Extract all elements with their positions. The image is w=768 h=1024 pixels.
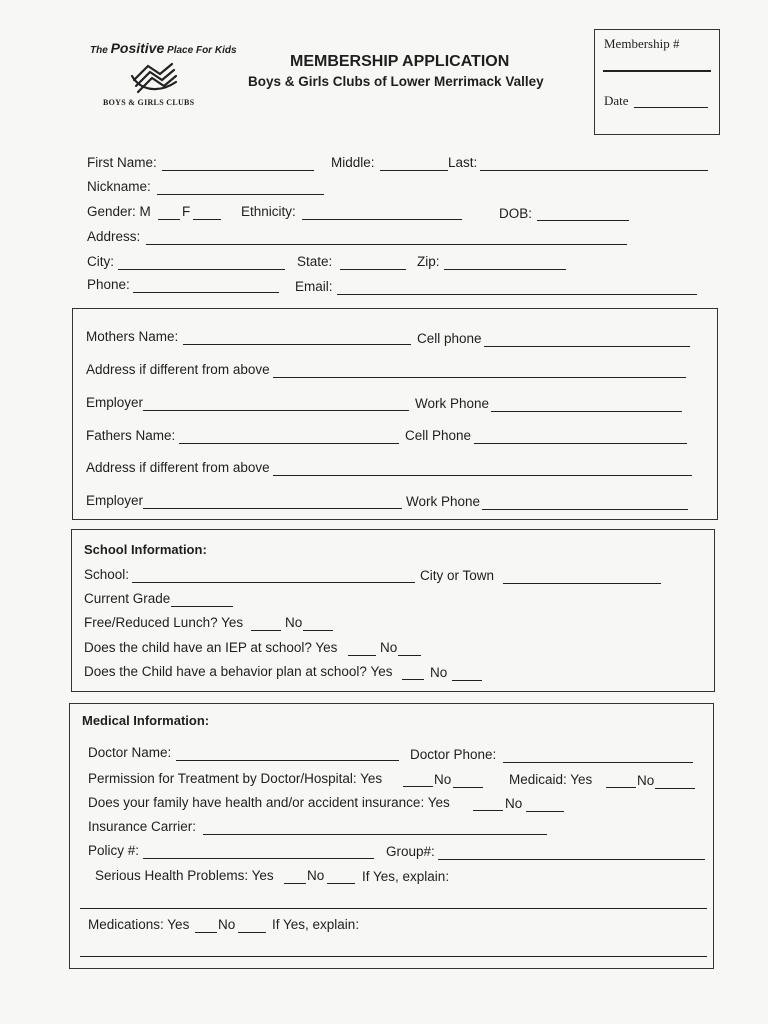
behavior-no-line[interactable] bbox=[452, 680, 482, 681]
medications-label: Medications: Yes bbox=[88, 917, 190, 932]
logo-caption: BOYS & GIRLS CLUBS bbox=[103, 98, 195, 107]
form-subtitle: Boys & Girls Clubs of Lower Merrimack Valley bbox=[248, 74, 544, 89]
father-cell-label: Cell Phone bbox=[405, 428, 472, 443]
medications-explain-line[interactable] bbox=[80, 956, 707, 957]
lunch-yes-line[interactable] bbox=[251, 630, 281, 631]
school-line[interactable] bbox=[132, 582, 415, 583]
insurance-carrier-label: Insurance Carrier: bbox=[88, 819, 197, 834]
insurance-no-line[interactable] bbox=[526, 811, 564, 812]
email-label: Email: bbox=[295, 279, 333, 294]
insurance-carrier-line[interactable] bbox=[203, 834, 547, 835]
policy-number-label: Policy #: bbox=[88, 843, 140, 858]
mother-cell-label: Cell phone bbox=[417, 331, 482, 346]
doctor-phone-line[interactable] bbox=[503, 762, 693, 763]
date-line[interactable] bbox=[634, 107, 708, 108]
phone-label: Phone: bbox=[87, 277, 130, 292]
school-info-heading: School Information: bbox=[84, 542, 207, 557]
medicaid-yes-line[interactable] bbox=[606, 787, 636, 788]
father-cell-line[interactable] bbox=[474, 443, 687, 444]
first-name-line[interactable] bbox=[162, 170, 314, 171]
form-title: MEMBERSHIP APPLICATION bbox=[290, 53, 510, 70]
medications-no-line[interactable] bbox=[238, 932, 266, 933]
group-number-label: Group#: bbox=[386, 844, 435, 859]
doctor-name-label: Doctor Name: bbox=[88, 745, 172, 760]
nickname-label: Nickname: bbox=[87, 179, 151, 194]
dob-line[interactable] bbox=[537, 220, 629, 221]
gender-m-line[interactable] bbox=[158, 219, 180, 220]
last-name-line[interactable] bbox=[480, 170, 708, 171]
school-label: School: bbox=[84, 567, 130, 582]
insurance-no-label: No bbox=[505, 796, 523, 811]
gender-f-line[interactable] bbox=[193, 219, 221, 220]
medications-yes-line[interactable] bbox=[195, 932, 217, 933]
fathers-name-label: Fathers Name: bbox=[86, 428, 176, 443]
behavior-plan-label: Does the Child have a behavior plan at school? Yes bbox=[84, 664, 393, 679]
medications-explain-label: If Yes, explain: bbox=[272, 917, 360, 932]
behavior-no-label: No bbox=[430, 665, 448, 680]
middle-name-line[interactable] bbox=[380, 170, 448, 171]
father-address-line[interactable] bbox=[273, 475, 692, 476]
city-label: City: bbox=[87, 254, 114, 269]
zip-label: Zip: bbox=[417, 254, 440, 269]
serious-health-label: Serious Health Problems: Yes bbox=[95, 868, 274, 883]
iep-no-label: No bbox=[380, 640, 398, 655]
middle-name-label: Middle: bbox=[331, 155, 375, 170]
insurance-question-label: Does your family have health and/or accident insurance: Yes bbox=[88, 795, 450, 810]
ethnicity-label: Ethnicity: bbox=[241, 204, 296, 219]
doctor-name-line[interactable] bbox=[176, 760, 399, 761]
mother-work-phone-label: Work Phone bbox=[415, 396, 490, 411]
mother-cell-line[interactable] bbox=[484, 346, 690, 347]
fathers-name-line[interactable] bbox=[179, 443, 399, 444]
mothers-name-label: Mothers Name: bbox=[86, 329, 179, 344]
medicaid-label: Medicaid: Yes bbox=[509, 772, 593, 787]
father-work-phone-line[interactable] bbox=[482, 509, 688, 510]
gender-m-label: Gender: M bbox=[87, 204, 151, 219]
state-line[interactable] bbox=[340, 269, 406, 270]
mother-employer-label: Employer bbox=[86, 395, 144, 410]
medicaid-no-label: No bbox=[637, 773, 655, 788]
lunch-label: Free/Reduced Lunch? Yes bbox=[84, 615, 244, 630]
mother-address-label: Address if different from above bbox=[86, 362, 270, 377]
permission-no-line[interactable] bbox=[453, 787, 483, 788]
serious-explain-label: If Yes, explain: bbox=[362, 869, 450, 884]
father-employer-label: Employer bbox=[86, 493, 144, 508]
father-work-phone-label: Work Phone bbox=[406, 494, 481, 509]
mother-work-phone-line[interactable] bbox=[491, 411, 682, 412]
medical-info-heading: Medical Information: bbox=[82, 713, 210, 728]
membership-number-line[interactable] bbox=[603, 70, 711, 72]
current-grade-label: Current Grade bbox=[84, 591, 171, 606]
current-grade-line[interactable] bbox=[171, 606, 233, 607]
mothers-name-line[interactable] bbox=[183, 344, 411, 345]
nickname-line[interactable] bbox=[157, 194, 324, 195]
tagline bbox=[90, 40, 237, 56]
serious-explain-line[interactable] bbox=[80, 908, 707, 909]
serious-yes-line[interactable] bbox=[284, 883, 306, 884]
city-line[interactable] bbox=[118, 269, 285, 270]
gender-f-label: F bbox=[182, 204, 191, 219]
permission-yes-line[interactable] bbox=[403, 786, 433, 787]
dob-label: DOB: bbox=[499, 206, 533, 221]
group-number-line[interactable] bbox=[438, 859, 705, 860]
zip-line[interactable] bbox=[444, 269, 566, 270]
serious-no-label: No bbox=[307, 868, 325, 883]
address-label: Address: bbox=[87, 229, 141, 244]
lunch-no-label: No bbox=[285, 615, 303, 630]
phone-line[interactable] bbox=[133, 292, 279, 293]
iep-no-line[interactable] bbox=[398, 655, 421, 656]
iep-label: Does the child have an IEP at school? Yes bbox=[84, 640, 338, 655]
tagline-prefix: The bbox=[90, 45, 108, 56]
insurance-yes-line[interactable] bbox=[473, 810, 503, 811]
doctor-phone-label: Doctor Phone: bbox=[410, 747, 497, 762]
mother-address-line[interactable] bbox=[273, 377, 686, 378]
iep-yes-line[interactable] bbox=[348, 655, 376, 656]
permission-no-label: No bbox=[434, 772, 452, 787]
email-line[interactable] bbox=[337, 294, 697, 295]
tagline-emphasis: Positive bbox=[110, 40, 165, 56]
lunch-no-line[interactable] bbox=[303, 630, 333, 631]
boys-girls-clubs-logo-icon bbox=[128, 60, 180, 96]
first-name-label: First Name: bbox=[87, 155, 157, 170]
medications-no-label: No bbox=[218, 917, 236, 932]
mother-employer-line[interactable] bbox=[143, 410, 409, 411]
tagline-suffix: Place For Kids bbox=[167, 45, 237, 56]
state-label: State: bbox=[297, 254, 333, 269]
city-town-label: City or Town bbox=[420, 568, 495, 583]
address-line[interactable] bbox=[146, 244, 627, 245]
serious-no-line[interactable] bbox=[327, 883, 355, 884]
permission-treatment-label: Permission for Treatment by Doctor/Hospital: Yes bbox=[88, 771, 383, 786]
date-label: Date bbox=[604, 93, 629, 108]
policy-number-line[interactable] bbox=[143, 858, 374, 859]
membership-number-label: Membership # bbox=[604, 36, 680, 51]
behavior-yes-line[interactable] bbox=[402, 679, 424, 680]
father-address-label: Address if different from above bbox=[86, 460, 270, 475]
father-employer-line[interactable] bbox=[143, 508, 402, 509]
medicaid-no-line[interactable] bbox=[655, 788, 695, 789]
last-name-label: Last: bbox=[448, 155, 478, 170]
city-town-line[interactable] bbox=[503, 583, 661, 584]
ethnicity-line[interactable] bbox=[302, 219, 462, 220]
